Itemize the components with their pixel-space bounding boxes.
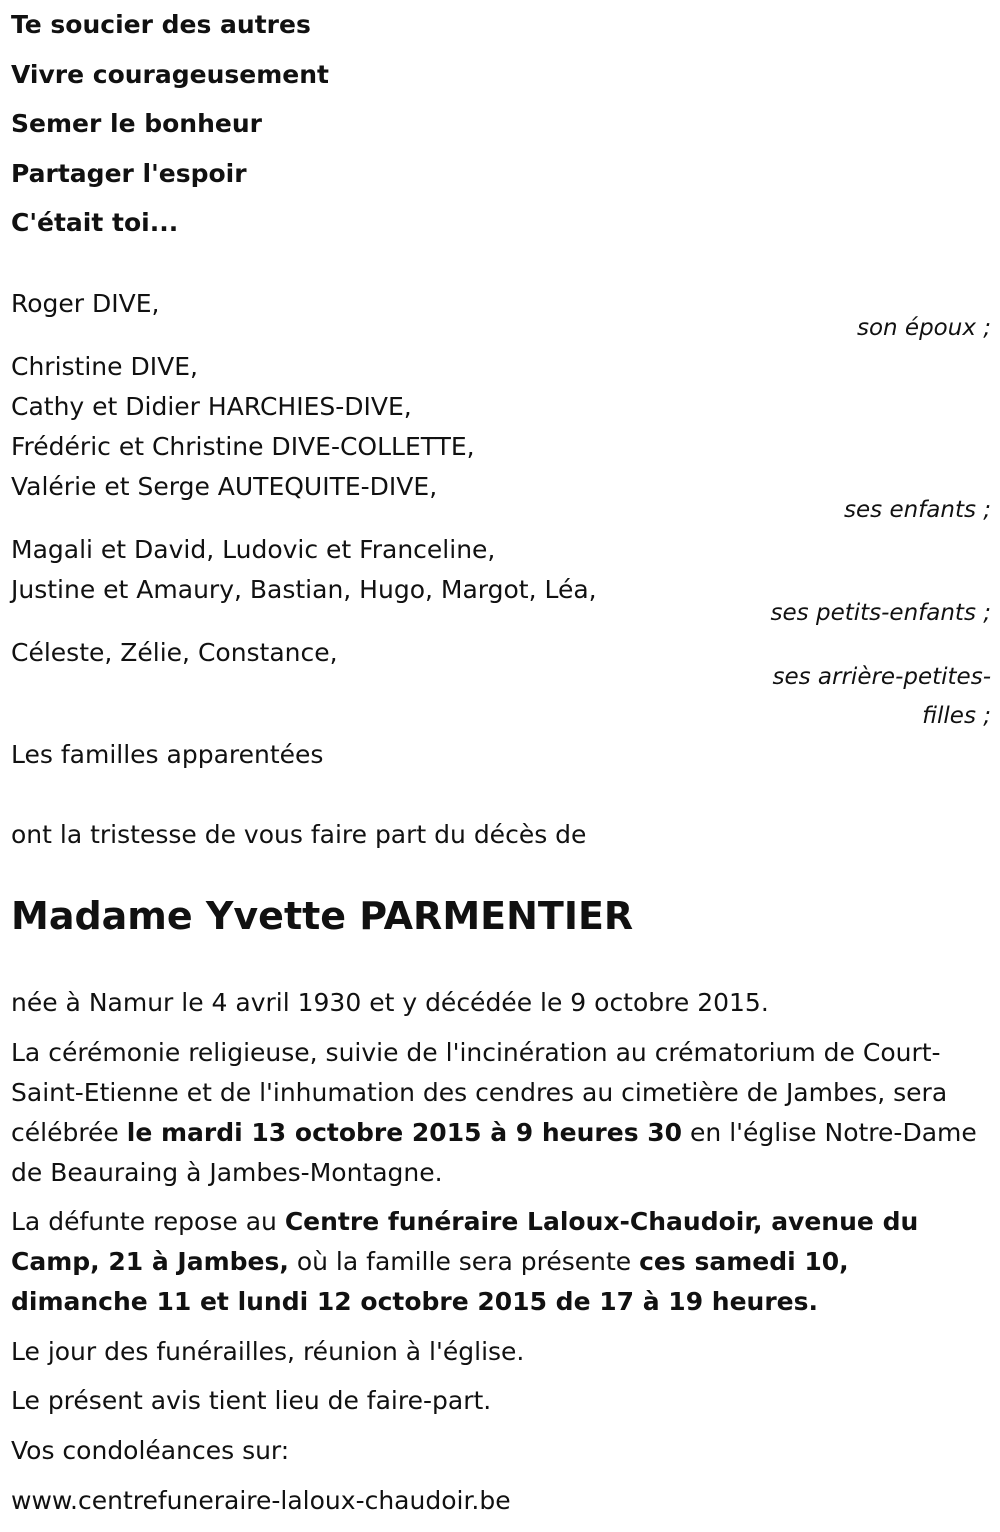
- ceremony-date: le mardi 13 octobre 2015 à 9 heures 30: [126, 1118, 683, 1147]
- grandchildren-line-1: Magali et David, Ludovic et Franceline,: [11, 535, 496, 564]
- rest-text-middle: où la famille sera présente: [288, 1247, 640, 1276]
- related-families: Les familles apparentées: [11, 740, 324, 769]
- funeral-day-info: Le jour des funérailles, réunion à l'église.: [11, 1337, 525, 1366]
- grandchildren-line-2: Justine et Amaury, Bastian, Hugo, Margot, Léa,: [11, 575, 597, 604]
- great-grandchildren-role-2: filles ;: [922, 703, 991, 729]
- ceremony-text-before: La cérémonie religieuse, suivie de l'incinération au crématorium de Court-Saint-Etienne et de l'inhumation des cendres au cimetière de Jambes, sera célébrée: [11, 1038, 948, 1147]
- grandchildren-role: ses petits-enfants ;: [770, 600, 991, 626]
- poem-line-4: Partager l'espoir: [11, 159, 247, 188]
- poem-line-1: Te soucier des autres: [11, 10, 311, 39]
- announcement-text: ont la tristesse de vous faire part du décès de: [11, 820, 587, 849]
- spouse-role: son époux ;: [856, 315, 991, 341]
- deceased-name: Madame Yvette PARMENTIER: [11, 894, 634, 938]
- great-grandchildren: Céleste, Zélie, Constance,: [11, 638, 338, 667]
- rest-paragraph: [11, 1202, 991, 1322]
- notice-text: Le présent avis tient lieu de faire-part.: [11, 1386, 492, 1415]
- child-3: Frédéric et Christine DIVE-COLLETTE,: [11, 432, 475, 461]
- visiting-dates: ces samedi 10, dimanche 11 et lundi 12 octobre 2015 de 17 à 19 heures.: [11, 1247, 849, 1316]
- ceremony-paragraph: [11, 1033, 991, 1193]
- great-grandchildren-role-1: ses arrière-petites-: [772, 664, 991, 690]
- rest-text-before: La défunte repose au: [11, 1207, 285, 1236]
- spouse-name: Roger DIVE,: [11, 289, 160, 318]
- poem-line-3: Semer le bonheur: [11, 109, 262, 138]
- child-2: Cathy et Didier HARCHIES-DIVE,: [11, 392, 412, 421]
- children-role: ses enfants ;: [844, 497, 991, 523]
- ceremony-text-after: en l'église Notre-Dame de Beauraing à Jambes-Montagne.: [11, 1118, 977, 1187]
- condolences-label: Vos condoléances sur:: [11, 1436, 290, 1465]
- website-link[interactable]: www.centrefuneraire-laloux-chaudoir.be: [11, 1486, 511, 1515]
- birth-death-info: née à Namur le 4 avril 1930 et y décédée le 9 octobre 2015.: [11, 988, 769, 1017]
- poem-line-2: Vivre courageusement: [11, 60, 329, 89]
- child-4: Valérie et Serge AUTEQUITE-DIVE,: [11, 472, 438, 501]
- child-1: Christine DIVE,: [11, 352, 198, 381]
- funeral-home-address: Centre funéraire Laloux-Chaudoir, avenue du Camp, 21 à Jambes,: [11, 1207, 919, 1276]
- poem-line-5: C'était toi...: [11, 208, 179, 237]
